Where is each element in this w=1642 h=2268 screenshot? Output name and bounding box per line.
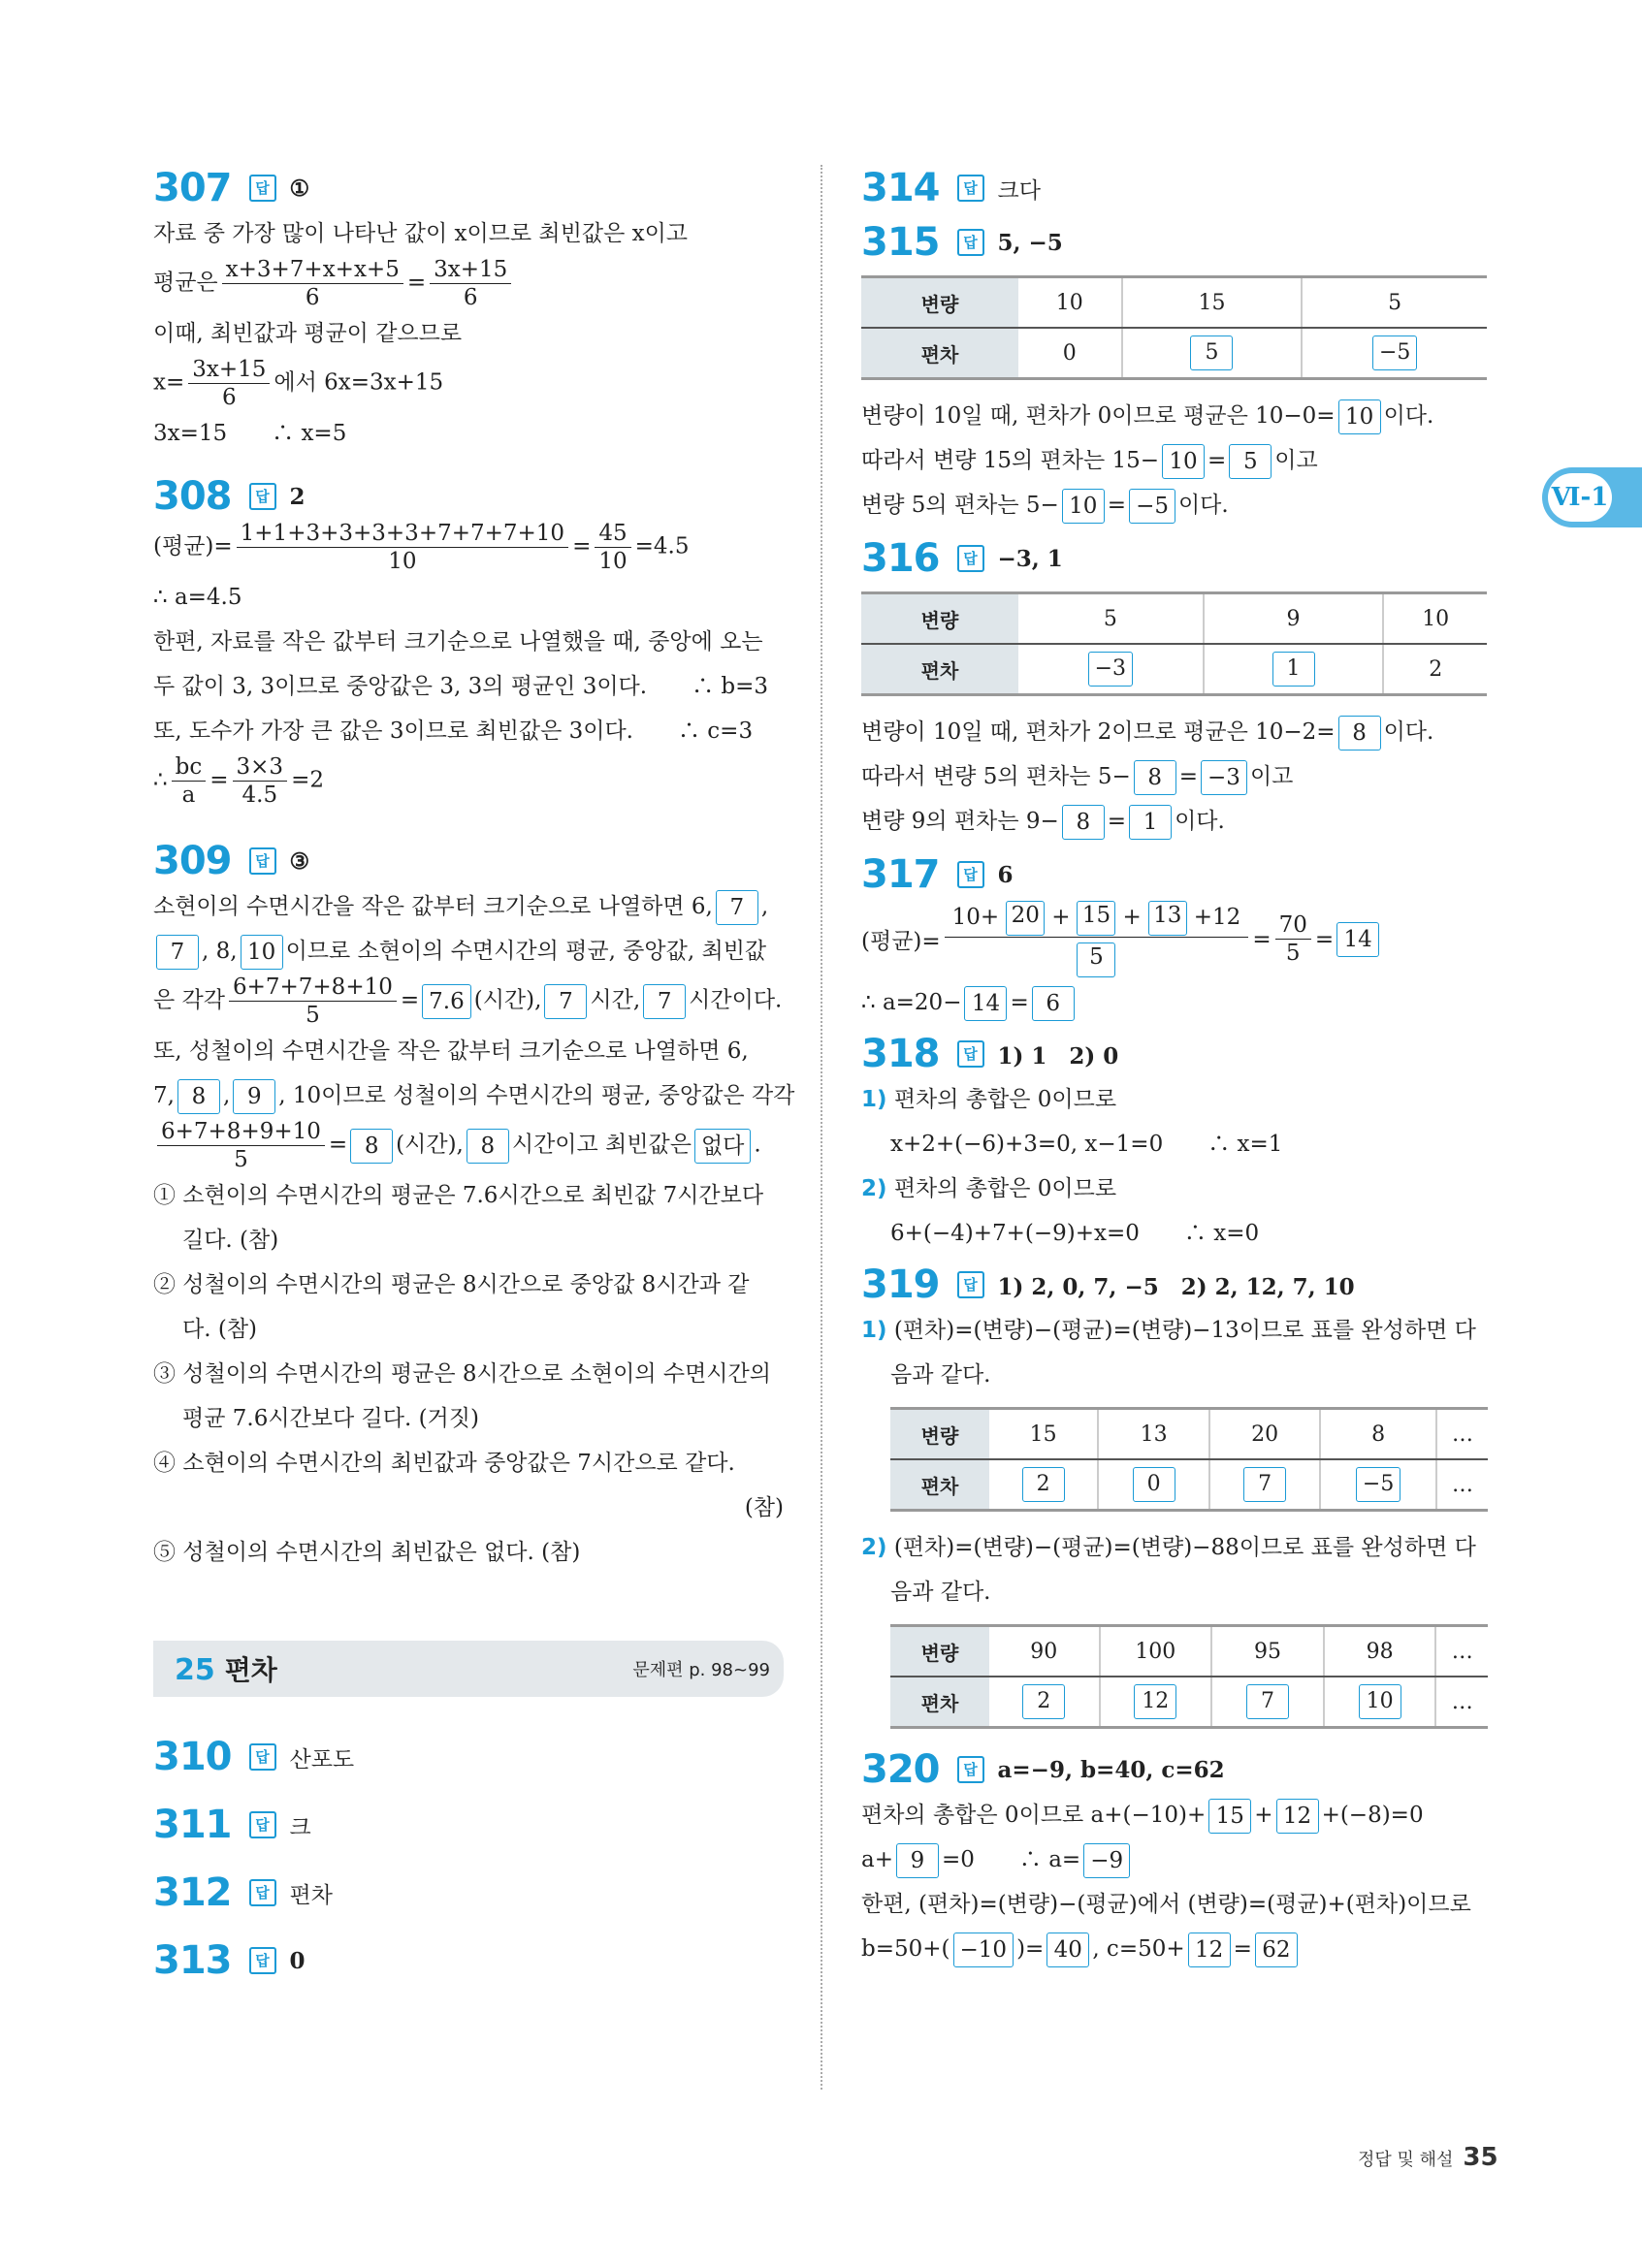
problem-313 [153,1930,784,1992]
solution-line: 이때, 최빈값과 평균이 같으므로 [153,321,463,346]
answer-mark: 답 [249,175,276,202]
option-line: 길다. (참) [182,1228,279,1253]
page-number: 35 [1463,2143,1498,2172]
solution-line: 은 각각 $\frac{6+7+7+8+10}{5}$ = 7.6 (시간), 7 시간, 7 시간이다. [153,974,783,1028]
problem-number: 309 [153,839,232,883]
option-line: ③ 성철이의 수면시간의 평균은 8시간으로 소현이의 수면시간의 [153,1361,771,1387]
answer: 크다 [997,177,1041,204]
problem-number: 318 [861,1032,940,1076]
chapter-tab [1542,467,1642,527]
solution-line: 편차의 총합은 0이므로 a+(−10)+ 15 + 12 +(−8)=0 [861,1793,1492,1837]
problem-number: 317 [861,852,940,897]
solution-line: 또, 도수가 가장 큰 값은 3이므로 최빈값은 3이다. ∴ c=3 [153,719,754,744]
problem-number: 308 [153,474,232,519]
solution-line: 소현이의 수면시간을 작은 값부터 크기순으로 나열하면 6, 7 , [153,884,784,929]
answer-mark: 답 [957,175,984,202]
problem-312 [153,1862,784,1924]
problem-number: 314 [861,166,940,210]
answer-box: 7.6 [422,984,471,1019]
solution-line: (평균)= $\frac{1+1+3+3+3+3+7+7+7+10}{10}$ = $\frac{45}{10}$ =4.5 [153,521,690,574]
solution-line: x= $\frac{3x+15}{6}$ 에서 6x=3x+15 [153,357,444,410]
answer: −3, 1 [997,545,1063,572]
solution-line: 7 , 8, 10 이므로 소현이의 수면시간의 평균, 중앙값, 최빈값 [153,929,784,974]
answer: 1) 1 2) 0 [997,1042,1119,1070]
right-column [861,165,1492,1977]
problem-number: 315 [861,220,940,265]
solution-line: 또, 성철이의 수면시간을 작은 값부터 크기순으로 나열하면 6, [153,1038,749,1064]
answer-mark: 답 [957,861,984,888]
column-divider [821,165,822,2090]
problem-319 [861,1262,1492,1729]
chapter-label: Ⅵ-1 [1548,473,1612,522]
problem-number: 313 [153,1938,232,1983]
answer-box: 7 [544,984,587,1019]
answer-mark: 답 [249,1743,276,1771]
solution-line: 변량이 10일 때, 편차가 2이므로 평균은 10−2= 8 이다. [861,710,1492,754]
problem-309 [153,838,795,1575]
solution-line: a+ 9 =0 ∴ a= −9 [861,1837,1492,1882]
answer-mark: 답 [957,1040,984,1068]
answer-box: 7 [643,984,686,1019]
answer: 5, −5 [997,229,1063,256]
option-line: ⑤ 성철이의 수면시간의 최빈값은 없다. (참) [153,1540,581,1565]
problem-number: 320 [861,1747,940,1792]
solution-line: 3x=15 ∴ x=5 [153,421,347,446]
problem-number: 307 [153,166,232,210]
solution-line: ∴ a=4.5 [153,585,242,610]
answer-mark: 답 [249,483,276,510]
deviation-table: 변량 5 9 10 편차 −3 1 2 [861,591,1487,696]
problem-307 [153,165,784,456]
answer: 1) 2, 0, 7, −5 2) 2, 12, 7, 10 [997,1273,1355,1300]
option-line: ② 성철이의 수면시간의 평균은 8시간으로 중앙값 8시간과 같 [153,1272,750,1297]
solution-line: $\frac{6+7+8+9+10}{5}$ = 8 (시간), 8 시간이고 최빈값은 없다 . [153,1118,784,1173]
deviation-table: 변량 15 13 20 8 … 편차 2 0 7 −5 … [890,1407,1488,1512]
solution-line: 변량 9의 편차는 9− 8 = 1 이다. [861,799,1492,844]
answer: 산포도 [289,1746,355,1773]
answer-box: 7 [716,890,758,925]
option-line: ④ 소현이의 수면시간의 최빈값과 중앙값은 7시간으로 같다. [153,1451,735,1476]
answer-box: 8 [350,1129,393,1164]
answer-box: 9 [233,1079,275,1114]
deviation-table: 변량 10 15 5 편차 0 5 −5 [861,275,1487,380]
solution-line: (평균)= $\frac{10+ 20 + 15 + 13 +12}{5}$ = $\frac{70}{5}$ = 14 [861,898,1492,980]
solution-line: ∴ $\frac{bc}{a}$ = $\frac{3\times 3}{4.5}$ =2 [153,754,324,808]
solution-line: 한편, (편차)=(변량)−(평균)에서 (변량)=(평균)+(편차)이므로 [861,1892,1471,1917]
answer: 0 [289,1947,306,1974]
solution-line: 1) (편차)=(변량)−(평균)=(변량)−13이므로 표를 완성하면 다 [861,1318,1476,1343]
solution-line: 1) 편차의 총합은 0이므로 [861,1087,1117,1112]
problem-number: 319 [861,1262,940,1307]
answer-box: 10 [241,935,283,970]
option-line: ① 소현이의 수면시간의 평균은 7.6시간으로 최빈값 7시간보다 [153,1183,764,1208]
solution-line: 따라서 변량 5의 편차는 5− 8 = −3 이고 [861,754,1492,799]
problem-308 [153,473,784,809]
solution-line: x+2+(−6)+3=0, x−1=0 ∴ x=1 [890,1132,1283,1157]
solution-line: 자료 중 가장 많이 나타난 값이 x이므로 최빈값은 x이고 [153,221,689,246]
problem-318 [861,1031,1492,1256]
solution-line: 따라서 변량 15의 편차는 15− 10 = 5 이고 [861,438,1492,483]
solution-line: 7, 8 , 9 , 10이므로 성철이의 수면시간의 평균, 중앙값은 각각 [153,1073,784,1118]
option-line: 다. (참) [182,1317,258,1342]
section-number: 25 [175,1653,215,1687]
answer: 6 [997,861,1014,888]
solution-line: 변량 5의 편차는 5− 10 = −5 이다. [861,483,1492,527]
problem-311 [153,1794,784,1856]
answer-mark: 답 [957,1271,984,1298]
page-footer [1358,2143,1498,2172]
deviation-table: 변량 90 100 95 98 … 편차 2 12 7 10 … [890,1624,1488,1729]
answer-mark: 답 [249,847,276,875]
section-header [153,1641,784,1697]
answer-mark: 답 [957,545,984,572]
answer: ① [289,175,310,202]
problem-number: 316 [861,536,940,581]
solution-line: 한편, 자료를 작은 값부터 크기순으로 나열했을 때, 중앙에 오는 [153,629,763,655]
answer: ③ [289,847,310,875]
problem-number: 311 [153,1803,232,1847]
answer-box: 8 [467,1129,509,1164]
option-line: 평균 7.6시간보다 길다. (거짓) [182,1406,479,1431]
solution-line: 두 값이 3, 3이므로 중앙값은 3, 3의 평균인 3이다. ∴ b=3 [153,674,769,699]
answer: 크 [289,1814,311,1840]
problem-314 [861,165,1492,211]
problem-number: 310 [153,1735,232,1779]
problem-316 [861,535,1492,844]
problem-310 [153,1726,784,1788]
solution-line: b=50+( −10 )= 40 , c=50+ 12 = 62 [861,1927,1492,1971]
answer-box: 없다 [694,1129,751,1164]
solution-line: 평균은 $\frac{x+3+7+x+x+5}{6}$ = $\frac{3x+15}{6}$ [153,256,784,311]
solution-line: 2) 편차의 총합은 0이므로 [861,1176,1117,1201]
answer: 편차 [289,1882,333,1908]
left-column [153,165,795,1997]
problem-317 [861,851,1492,1025]
solution-line: 6+(−4)+7+(−9)+x=0 ∴ x=0 [890,1221,1260,1246]
solution-line: 음과 같다. [890,1580,991,1605]
section-title: 편차 [224,1654,277,1686]
solution-line: 2) (편차)=(변량)−(평균)=(변량)−88이므로 표를 완성하면 다 [861,1535,1476,1560]
section-page-ref: 문제편 p. 98~99 [632,1660,770,1680]
answer-mark: 답 [957,229,984,256]
solution-line: 음과 같다. [890,1362,991,1388]
answer-box: 7 [156,935,199,970]
option-line: (참) [744,1495,784,1520]
solution-line: ∴ a=20− 14 = 6 [861,980,1492,1025]
answer-mark: 답 [249,1947,276,1974]
footer-label: 정답 및 해설 [1358,2150,1454,2170]
problem-320 [861,1746,1492,1971]
problem-315 [861,219,1492,527]
answer-box: 8 [177,1079,220,1114]
answer: 2 [289,483,306,510]
problem-number: 312 [153,1870,232,1915]
answer-mark: 답 [957,1756,984,1783]
answer: a=−9, b=40, c=62 [997,1756,1225,1783]
answer-mark: 답 [249,1811,276,1838]
solution-line: 변량이 10일 때, 편차가 0이므로 평균은 10−0= 10 이다. [861,394,1492,438]
answer-mark: 답 [249,1879,276,1906]
